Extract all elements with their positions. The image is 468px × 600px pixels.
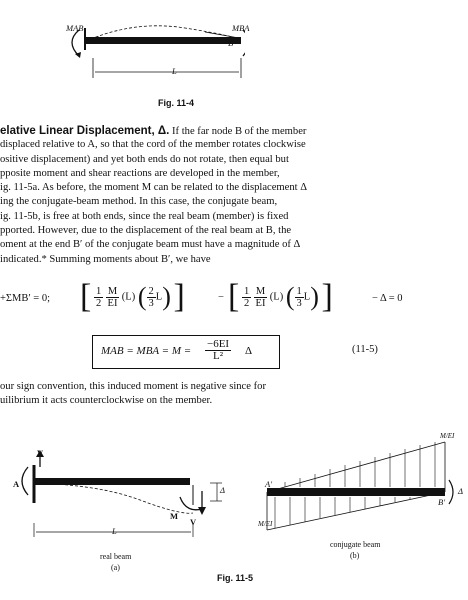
conclusion-paragraph xyxy=(0,380,468,409)
fig-11-4-drawing xyxy=(55,10,245,90)
fig-11-5b-label-bottom: M/EI xyxy=(258,520,273,528)
paragraph-line-5: ig. 11-5a. As before, the moment M can be related to the displacement Δ xyxy=(0,182,308,194)
conclusion-line-1: our sign convention, this induced moment is negative since for xyxy=(0,381,266,392)
label-mab: MAB xyxy=(66,23,84,33)
moment-equation-lhs: +ΣMB′ = 0; xyxy=(0,293,51,304)
fig-11-5b-label-top: M/EI xyxy=(440,432,455,440)
paragraph-line-10: indicated.* Summing moments about B′, we have xyxy=(0,253,211,265)
boxed-equation-denominator: L² xyxy=(213,350,224,362)
bracket-term-2-length: (L) xyxy=(269,291,284,303)
fig-11-5b-label-delta: Δ xyxy=(458,486,463,496)
label-length: L xyxy=(172,66,177,76)
bracket-term-2: [ $\frac{1}{2}$ $\frac{M}{EI}$ (L) ( $\frac{1}{3}$ L) ] xyxy=(228,278,333,315)
fig-11-5a-drawing xyxy=(10,445,230,555)
fig-11-5-caption: Fig. 11-5 xyxy=(217,573,254,583)
boxed-equation-11-5 xyxy=(92,335,280,369)
fig-11-5a-title: real beam xyxy=(100,552,132,561)
fig-11-5a-label-a: A xyxy=(13,479,20,489)
fig-11-5b-sub: (b) xyxy=(350,551,360,560)
fig-11-5b-title: conjugate beam xyxy=(330,540,381,549)
fig-11-5a-label-v-left: V xyxy=(37,448,44,458)
moment-equation: +ΣMB′ = 0; [ $\frac{1}{2}$ $\frac{M}{EI}$ (L) ( $\frac{2}{3}$ L) ] − [ $\frac{1}{2}$ $\frac{M}{EI}$ (L) ( $\frac{1}{3}$ L) ] − Δ = 0 xyxy=(0,278,403,315)
fig-11-5b-label-a: A′ xyxy=(265,479,273,489)
paragraph-line-1 xyxy=(0,124,468,138)
boxed-equation-numerator: −6EI xyxy=(207,338,230,350)
label-b: B xyxy=(228,38,234,48)
conclusion-line-2: uilibrium it acts counterclockwise on the member. xyxy=(0,395,213,407)
fig-11-5a-label-m: M xyxy=(170,511,179,521)
paragraph-line-6: ing the conjugate-beam method. In this case, the conjugate beam, xyxy=(0,196,278,208)
equation-number: (11-5) xyxy=(352,344,378,355)
bracket-term-1-length: (L) xyxy=(121,291,136,303)
paragraph-line-3: ositive displacement) and yet both ends do not rotate, then equal but xyxy=(0,153,289,165)
paragraph-line-7: ig. 11-5b, is free at both ends, since the real beam (member) is fixed xyxy=(0,210,289,222)
bracket-term-1: [ $\frac{1}{2}$ $\frac{M}{EI}$ (L) ( $\frac{2}{3}$ L) ] xyxy=(80,278,185,315)
boxed-equation-lhs: MAB = MBA = M = xyxy=(101,345,192,357)
fig-11-4-caption: Fig. 11-4 xyxy=(158,98,195,108)
section-heading: elative Linear Displacement, Δ. xyxy=(0,125,170,137)
boxed-equation-delta: Δ xyxy=(245,345,253,357)
boxed-equation-fraction xyxy=(205,339,231,362)
label-theta-b: θB xyxy=(203,36,211,44)
paragraph-line-2: displaced relative to A, so that the cord of the member rotates clockwise xyxy=(0,139,306,151)
fig-11-5b-drawing xyxy=(255,430,455,545)
fig-11-5a-label-l: L xyxy=(112,526,117,536)
paragraph-line-4: pposite moment and shear reactions are developed in the member, xyxy=(0,167,280,179)
fig-11-5a-label-v-right: V xyxy=(190,517,197,527)
moment-equation-rhs: − Δ = 0 xyxy=(372,293,403,304)
fig-11-5a-label-delta: Δ xyxy=(220,485,225,495)
fig-11-5a-sub: (a) xyxy=(111,563,120,572)
section-paragraph xyxy=(0,124,468,267)
paragraph-line-9: oment at the end B′ of the conjugate beam must have a magnitude of Δ xyxy=(0,239,301,251)
paragraph-line-8: pported. However, due to the displacement of the real beam at B, the xyxy=(0,225,292,237)
label-a: A xyxy=(95,34,101,44)
label-mba: MBA xyxy=(232,23,250,33)
paragraph-line-1-text: If the far node B of the member xyxy=(172,126,307,137)
fig-11-5b-label-b: B′ xyxy=(438,497,446,507)
